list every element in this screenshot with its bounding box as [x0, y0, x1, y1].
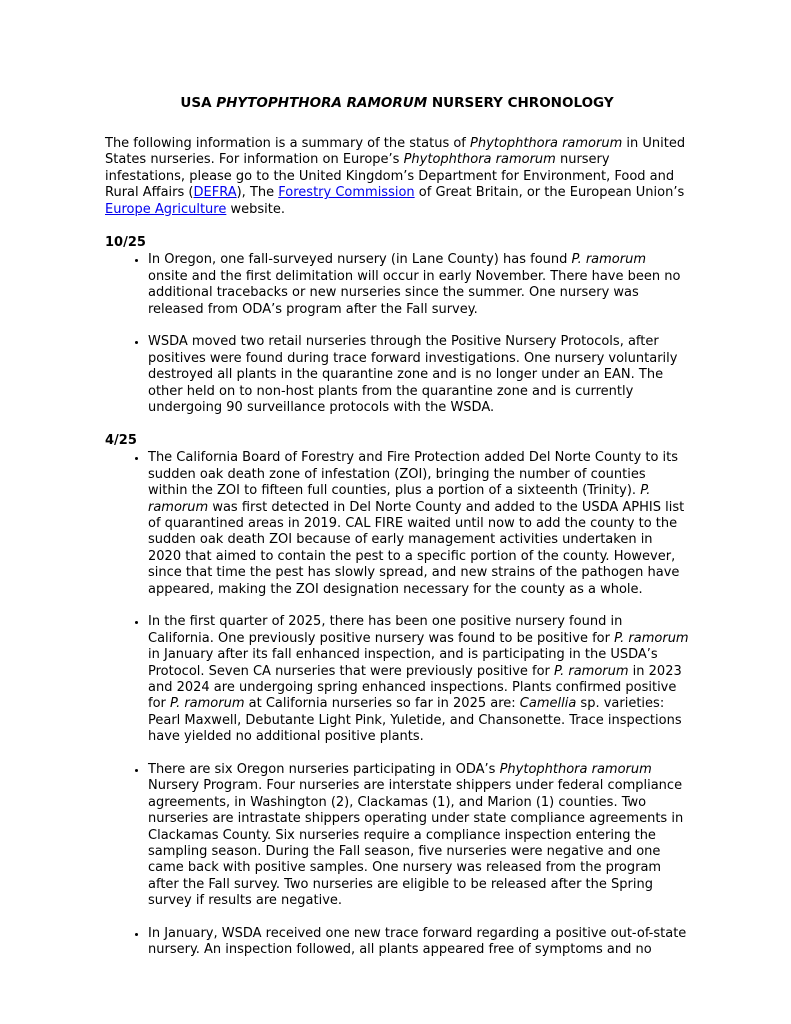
sections-container: [105, 235, 689, 959]
text-segment: in January after its fall enhanced inspection, and is participating in the USDA’s Protocol. Seven CA nurseries that were previously positive for: [148, 647, 658, 679]
bullet-list: [105, 252, 689, 416]
text-segment: P. ramorum: [614, 630, 689, 646]
text-segment: Nursery Program. Four nurseries are interstate shippers under federal compliance agreements, in Washington (2), Clackamas (1), and Marion (1) counties. Two nurseries are intrastate shippers operating under state compliance agreements in Clackamas County. Six nurseries require a compliance inspection entering the sampling season. During the Fall season, five nurseries were negative and one came back with positive samples. One nursery was released from the program after the Fall survey. Two nurseries are eligible to be released after the Spring survey if results are negative.: [148, 778, 684, 909]
text-segment: The California Board of Forestry and Fire Protection added Del Norte County to its sudden oak death zone of infestation (ZOI), bringing the number of counties within the ZOI to fifteen full counties, plus a portion of a sixteenth (Trinity).: [148, 450, 679, 499]
link-defra[interactable]: DEFRA: [193, 185, 237, 201]
text-segment: There are six Oregon nurseries participating in ODA’s: [148, 761, 500, 777]
text-segment: ), The: [236, 185, 279, 201]
text-segment: at California nurseries so far in 2025 are:: [244, 696, 520, 712]
bullet-list: [105, 450, 689, 959]
date-section: [105, 433, 689, 959]
text-segment: in 2023 and 2024 are undergoing spring enhanced inspections. Plants confirmed positive for: [148, 663, 682, 712]
text-segment: In Oregon, one fall-surveyed nursery (in Lane County) has found: [148, 252, 572, 268]
text-segment: P. ramorum: [554, 663, 629, 679]
text-segment: The following information is a summary of the status of: [105, 136, 471, 151]
bullet-item: [148, 926, 689, 959]
text-segment: P. ramorum: [571, 252, 647, 268]
bullet-item: [148, 762, 689, 910]
intro-paragraph: [105, 136, 689, 218]
section-heading: 10/25: [105, 235, 146, 251]
text-segment: USA: [180, 95, 217, 111]
text-segment: PHYTOPHTHORA RAMORUM: [216, 95, 428, 111]
date-section: [105, 235, 689, 416]
bullet-item: [148, 252, 689, 318]
text-segment: website.: [226, 201, 285, 217]
bullet-item: [148, 334, 689, 416]
link-europe-agriculture[interactable]: Europe Agriculture: [105, 201, 227, 217]
text-segment: P. ramorum: [170, 696, 245, 712]
document-title: [105, 95, 689, 112]
text-segment: In the first quarter of 2025, there has been one positive nursery found in California. One previously positive nursery was found to be positive for: [148, 614, 623, 646]
text-segment: WSDA moved two retail nurseries through the Positive Nursery Protocols, after positives were found during trace forward investigations. One nursery voluntarily destroyed all plants in the quarantine zone and is no longer under an EAN. The other held on to non-host plants from the quarantine zone and is currently undergoing 90 surveillance protocols with the WSDA.: [148, 334, 678, 416]
bullet-item: [148, 614, 689, 745]
text-segment: Phytophthora ramorum: [499, 761, 652, 777]
text-segment: In January, WSDA received one new trace forward regarding a positive out-of-state nursery. An inspection followed, all plants appeared free of symptoms and no: [148, 926, 687, 958]
text-segment: onsite and the first delimitation will occur in early November. There have been no additional tracebacks or new nurseries since the summer. One nursery was released from ODA’s program after the Fall survey.: [148, 268, 681, 317]
section-heading: 4/25: [105, 432, 137, 448]
bullet-item: [148, 450, 689, 598]
text-segment: sp. varieties: Pearl Maxwell, Debutante Light Pink, Yuletide, and Chansonette. Trace inspections have yielded no additional positive plants.: [148, 696, 682, 745]
text-segment: Phytophthora ramorum: [470, 136, 623, 151]
text-segment: P. ramorum: [148, 483, 651, 515]
text-segment: nursery infestations, please go to the United Kingdom’s Department for Environment, Food and Rural Affairs (: [105, 152, 675, 201]
link-forestry-commission[interactable]: Forestry Commission: [278, 185, 415, 201]
text-segment: of Great Britain, or the European Union’s: [414, 185, 685, 201]
text-segment: NURSERY CHRONOLOGY: [427, 95, 614, 111]
text-segment: was first detected in Del Norte County and added to the USDA APHIS list of quarantined areas in 2019. CAL FIRE waited until now to add the county to the sudden oak death ZOI because of early management activities undertaken in 2020 that aimed to contain the pest to a specific portion of the county. However, since that time the pest has slowly spread, and new strains of the pathogen have appeared, making the ZOI designation necessary for the county as a whole.: [148, 499, 685, 597]
text-segment: Camellia: [519, 696, 577, 712]
text-segment: in United States nurseries. For information on Europe’s: [105, 136, 686, 168]
text-segment: Phytophthora ramorum: [403, 152, 556, 168]
